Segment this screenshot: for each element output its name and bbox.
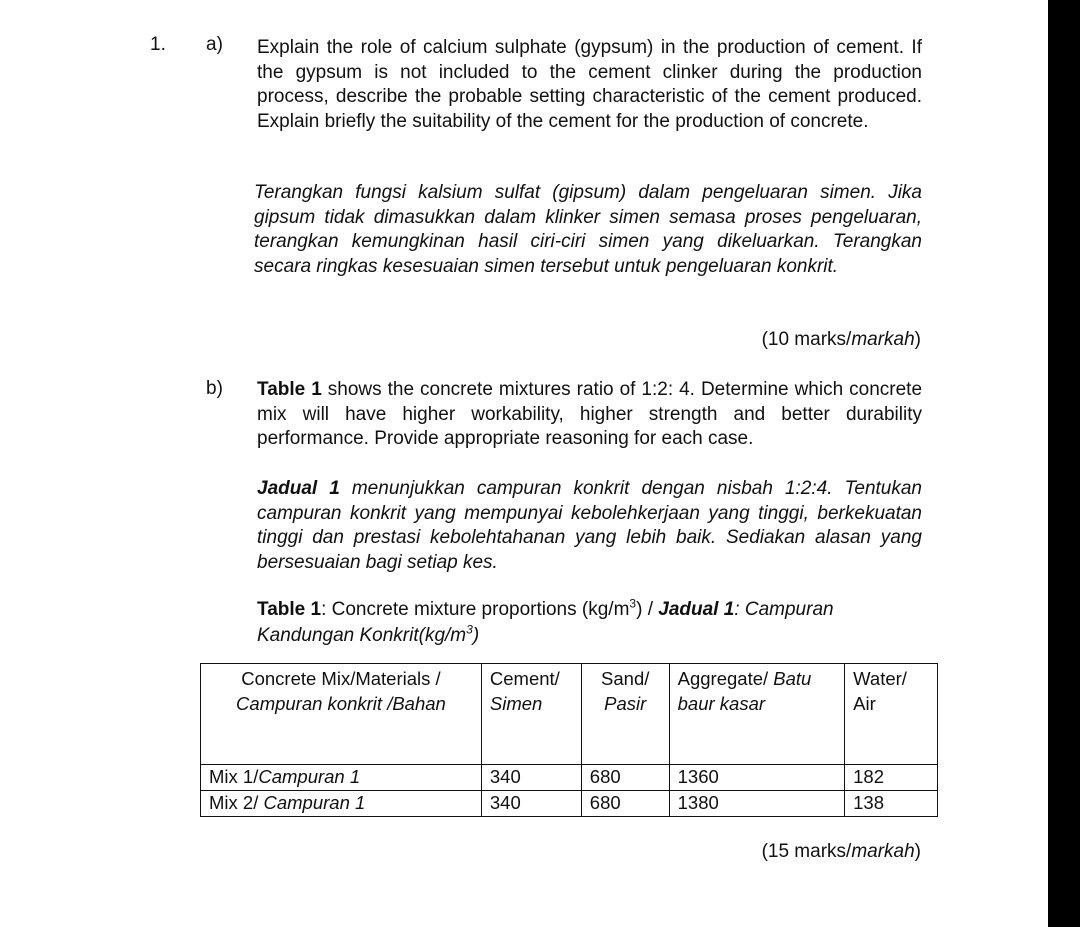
header-aggregate: Aggregate/ Batu baur kasar [669,664,845,765]
part-a-malay: Terangkan fungsi kalsium sulfat (gipsum) dalam pengeluaran simen. Jika gipsum tidak dimasukkan dalam klinker simen semasa proses pengeluaran, terangkan kemungkinan hasil ciri-ciri simen yang dikeluarkan. Terangkan secara ringkas kesesuaian simen tersebut untuk pengeluaran konkrit. [254,182,922,277]
part-b-malay: Jadual 1 menunjukkan campuran konkrit dengan nisbah 1:2:4. Tentukan campuran konkrit yang mempunyai kebolehkerjaan yang tinggi, berkekuatan tinggi dan prestasi kebolehtahanan yang lebih baik. Sediakan alasan yang bersesuaian bagi setiap kes. [257,478,922,573]
part-a-english: Explain the role of calcium sulphate (gypsum) in the production of cement. If the gypsum is not included to the cement clinker during the production process, describe the probable setting characteristic of the cement produced. Explain briefly the suitability of the cement for the production of concrete. [257,37,922,132]
header-concrete-mix: Concrete Mix/Materials / Campuran konkrit /Bahan [201,664,482,765]
cell-cement: 340 [481,765,581,791]
table-header-row [201,664,938,765]
part-b-label: b) [206,378,223,399]
table-caption: Table 1: Concrete mixture proportions $(kg/m^3)$ / Jadual 1: Campuran Kandungan $Konkrit(kg/m^3)$ [257,596,834,646]
cell-cement: 340 [481,791,581,817]
header-sand: Sand/ Pasir [581,664,669,765]
part-b-english: Table 1 shows the concrete mixtures ratio of 1:2: 4. Determine which concrete mix will have higher workability, higher strength and better durability performance. Provide appropriate reasoning for each case. [257,379,923,450]
header-water: Water/ Air [845,664,938,765]
cell-sand: 680 [581,791,669,817]
mixture-table [200,663,938,817]
cell-water: 182 [845,765,938,791]
part-a-marks: (10 marks/markah) [761,329,921,350]
cell-sand: 680 [581,765,669,791]
cell-mix-name: Mix 2/ Campuran 1 [201,791,482,817]
cell-aggregate: 1360 [669,765,845,791]
table-row [201,765,938,791]
right-edge-bar [1048,0,1080,927]
cell-aggregate: 1380 [669,791,845,817]
question-number: 1. [150,34,166,55]
header-cement: Cement/ Simen [481,664,581,765]
part-b-marks: (15 marks/markah) [761,841,921,862]
table-row [201,791,938,817]
part-a-label: a) [206,34,223,55]
cell-mix-name: Mix 1/Campuran 1 [201,765,482,791]
cell-water: 138 [845,791,938,817]
